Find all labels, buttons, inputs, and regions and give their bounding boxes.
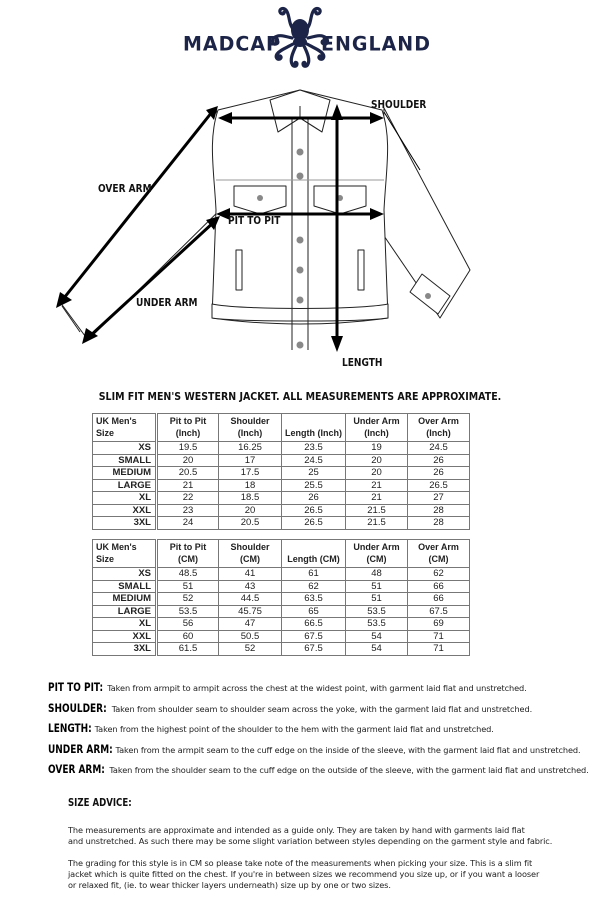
cell: 63.5 bbox=[282, 593, 346, 606]
cell: 24.5 bbox=[408, 442, 470, 455]
brand-name-left: MADCAP bbox=[183, 32, 281, 56]
cell: 16.25 bbox=[219, 442, 282, 455]
cell: 61.5 bbox=[157, 643, 219, 656]
cell: 44.5 bbox=[219, 593, 282, 606]
cell-size: XS bbox=[93, 442, 157, 455]
cell: 51 bbox=[346, 593, 408, 606]
cell-size: XXL bbox=[93, 630, 157, 643]
advice-line: or relaxed fit, (ie. to wear thicker layers underneath) size up by one or two sizes. bbox=[68, 880, 391, 890]
definition-text: Taken from the highest point of the shoulder to the hem with the garment laid flat and unstretched. bbox=[92, 724, 494, 734]
advice-line: The measurements are approximate and intended as a guide only. They are taken by hand with garments laid flat bbox=[68, 825, 525, 835]
table-row bbox=[93, 467, 470, 480]
label-over-arm: OVER ARM bbox=[98, 182, 152, 195]
table-row bbox=[93, 568, 470, 581]
cell: 69 bbox=[408, 618, 470, 631]
cell: 51 bbox=[346, 580, 408, 593]
cell: 67.5 bbox=[282, 643, 346, 656]
table-row bbox=[93, 605, 470, 618]
cell-size: MEDIUM bbox=[93, 593, 157, 606]
cell: 18.5 bbox=[219, 492, 282, 505]
cell: 71 bbox=[408, 630, 470, 643]
brand-logo bbox=[0, 0, 600, 70]
cell: 43 bbox=[219, 580, 282, 593]
definition-pit-to-pit bbox=[48, 680, 600, 701]
cell: 21 bbox=[346, 492, 408, 505]
cell: 26 bbox=[408, 467, 470, 480]
cell: 23.5 bbox=[282, 442, 346, 455]
definition-term: LENGTH: bbox=[48, 721, 92, 735]
jacket-diagram bbox=[0, 70, 600, 380]
label-pit-to-pit: PIT TO PIT bbox=[228, 214, 281, 227]
cell: 24.5 bbox=[282, 454, 346, 467]
table-row bbox=[93, 479, 470, 492]
table-row bbox=[93, 618, 470, 631]
cell: 62 bbox=[282, 580, 346, 593]
label-length: LENGTH bbox=[342, 356, 383, 369]
cell: 21.5 bbox=[346, 517, 408, 530]
cell: 20 bbox=[157, 454, 219, 467]
cell: 20.5 bbox=[157, 467, 219, 480]
definition-text: Taken from armpit to armpit across the chest at the widest point, with garment laid flat and unstretched. bbox=[104, 683, 527, 693]
cell: 61 bbox=[282, 568, 346, 581]
definition-term: OVER ARM: bbox=[48, 762, 105, 776]
cell: 47 bbox=[219, 618, 282, 631]
cell: 71 bbox=[408, 643, 470, 656]
cell-size: XXL bbox=[93, 504, 157, 517]
cell-size: MEDIUM bbox=[93, 467, 157, 480]
header-over-arm: Over Arm (CM) bbox=[408, 540, 470, 568]
cell: 52 bbox=[219, 643, 282, 656]
cell: 20 bbox=[219, 504, 282, 517]
definition-text: Taken from the shoulder seam to the cuff edge on the outside of the sleeve, with the garment laid flat and unstretched. bbox=[106, 765, 589, 775]
brand-name-right: ENGLAND bbox=[321, 32, 431, 56]
cell-size: SMALL bbox=[93, 580, 157, 593]
label-shoulder: SHOULDER bbox=[371, 98, 427, 111]
cell: 66.5 bbox=[282, 618, 346, 631]
cell: 48.5 bbox=[157, 568, 219, 581]
header-length: Length (CM) bbox=[282, 540, 346, 568]
table-row bbox=[93, 442, 470, 455]
cell: 27 bbox=[408, 492, 470, 505]
cell: 67.5 bbox=[282, 630, 346, 643]
jacket-illustration bbox=[0, 70, 600, 380]
cell-size: XL bbox=[93, 618, 157, 631]
table-row bbox=[93, 504, 470, 517]
cell: 26 bbox=[282, 492, 346, 505]
header-size: UK Men's Size bbox=[93, 540, 157, 568]
cell: 54 bbox=[346, 643, 408, 656]
cell-size: LARGE bbox=[93, 605, 157, 618]
header-under-arm: Under Arm (CM) bbox=[346, 540, 408, 568]
cell: 45.75 bbox=[219, 605, 282, 618]
table-header-row bbox=[93, 414, 470, 442]
cell: 26.5 bbox=[282, 517, 346, 530]
cell: 26.5 bbox=[408, 479, 470, 492]
definition-under-arm bbox=[48, 742, 600, 763]
table-row bbox=[93, 492, 470, 505]
size-advice bbox=[68, 796, 600, 902]
cell-size: SMALL bbox=[93, 454, 157, 467]
definition-text: Taken from the armpit seam to the cuff edge on the inside of the sleeve, with the garment laid flat and unstretched. bbox=[113, 744, 581, 755]
advice-line: jacket which is quite fitted on the chest. If you're in between sizes we recommend you size up, or if you want a looser bbox=[68, 869, 540, 879]
header-length: Length (Inch) bbox=[282, 414, 346, 442]
cell: 20 bbox=[346, 454, 408, 467]
definition-shoulder bbox=[48, 701, 600, 722]
cell: 41 bbox=[219, 568, 282, 581]
definition-term: SHOULDER: bbox=[48, 700, 107, 715]
definition-term: UNDER ARM: bbox=[48, 741, 113, 756]
table-row bbox=[93, 643, 470, 656]
cell: 60 bbox=[157, 630, 219, 643]
header-under-arm: Under Arm (Inch) bbox=[346, 414, 408, 442]
label-under-arm: UNDER ARM bbox=[136, 296, 198, 309]
table-row bbox=[93, 580, 470, 593]
size-advice-paragraph-2 bbox=[68, 858, 600, 891]
cell: 17.5 bbox=[219, 467, 282, 480]
cell: 22 bbox=[157, 492, 219, 505]
cell: 51 bbox=[157, 580, 219, 593]
cell: 54 bbox=[346, 630, 408, 643]
cell: 66 bbox=[408, 593, 470, 606]
header-size: UK Men's Size bbox=[93, 414, 157, 442]
cell-size: XS bbox=[93, 568, 157, 581]
cell: 56 bbox=[157, 618, 219, 631]
cell: 65 bbox=[282, 605, 346, 618]
cell: 19 bbox=[346, 442, 408, 455]
cell: 20 bbox=[346, 467, 408, 480]
size-advice-title: SIZE ADVICE: bbox=[68, 796, 132, 809]
cell: 26 bbox=[408, 454, 470, 467]
size-table-cm bbox=[92, 539, 470, 656]
cell: 21.5 bbox=[346, 504, 408, 517]
cell: 66 bbox=[408, 580, 470, 593]
cell: 62 bbox=[408, 568, 470, 581]
header-shoulder: Shoulder (CM) bbox=[219, 540, 282, 568]
cell: 25.5 bbox=[282, 479, 346, 492]
header-pit-to-pit: Pit to Pit (CM) bbox=[157, 540, 219, 568]
size-chart-title: SLIM FIT MEN'S WESTERN JACKET. ALL MEASUREMENTS ARE APPROXIMATE. bbox=[98, 390, 502, 403]
cell: 19.5 bbox=[157, 442, 219, 455]
table-row bbox=[93, 630, 470, 643]
cell: 48 bbox=[346, 568, 408, 581]
definition-over-arm bbox=[48, 762, 600, 783]
definition-length bbox=[48, 721, 600, 742]
cell: 24 bbox=[157, 517, 219, 530]
definition-text: Taken from shoulder seam to shoulder seam across the yoke, with the garment laid flat and unstretched. bbox=[109, 703, 533, 714]
cell: 53.5 bbox=[157, 605, 219, 618]
cell: 50.5 bbox=[219, 630, 282, 643]
cell: 52 bbox=[157, 593, 219, 606]
cell: 28 bbox=[408, 504, 470, 517]
table-row bbox=[93, 593, 470, 606]
definition-term: PIT TO PIT: bbox=[48, 680, 104, 694]
cell: 17 bbox=[219, 454, 282, 467]
advice-line: and unstretched. As such there may be some slight variation between styles depending on the garment style and fabric. bbox=[68, 836, 553, 846]
header-shoulder: Shoulder (Inch) bbox=[219, 414, 282, 442]
cell: 21 bbox=[346, 479, 408, 492]
cell: 67.5 bbox=[408, 605, 470, 618]
cell: 28 bbox=[408, 517, 470, 530]
cell-size: 3XL bbox=[93, 643, 157, 656]
advice-line: The grading for this style is in CM so please take note of the measurements when picking your size. This is a slim fit bbox=[68, 858, 533, 868]
table-row bbox=[93, 517, 470, 530]
table-row bbox=[93, 454, 470, 467]
cell: 20.5 bbox=[219, 517, 282, 530]
table-header-row bbox=[93, 540, 470, 568]
cell: 53.5 bbox=[346, 618, 408, 631]
measurement-definitions bbox=[48, 680, 600, 783]
size-advice-paragraph-1 bbox=[68, 825, 600, 847]
cell-size: XL bbox=[93, 492, 157, 505]
size-table-inch bbox=[92, 413, 470, 530]
cell: 18 bbox=[219, 479, 282, 492]
cell: 21 bbox=[157, 479, 219, 492]
cell: 53.5 bbox=[346, 605, 408, 618]
cell-size: LARGE bbox=[93, 479, 157, 492]
header-pit-to-pit: Pit to Pit (Inch) bbox=[157, 414, 219, 442]
cell-size: 3XL bbox=[93, 517, 157, 530]
cell: 26.5 bbox=[282, 504, 346, 517]
cell: 25 bbox=[282, 467, 346, 480]
cell: 23 bbox=[157, 504, 219, 517]
header-over-arm: Over Arm (Inch) bbox=[408, 414, 470, 442]
